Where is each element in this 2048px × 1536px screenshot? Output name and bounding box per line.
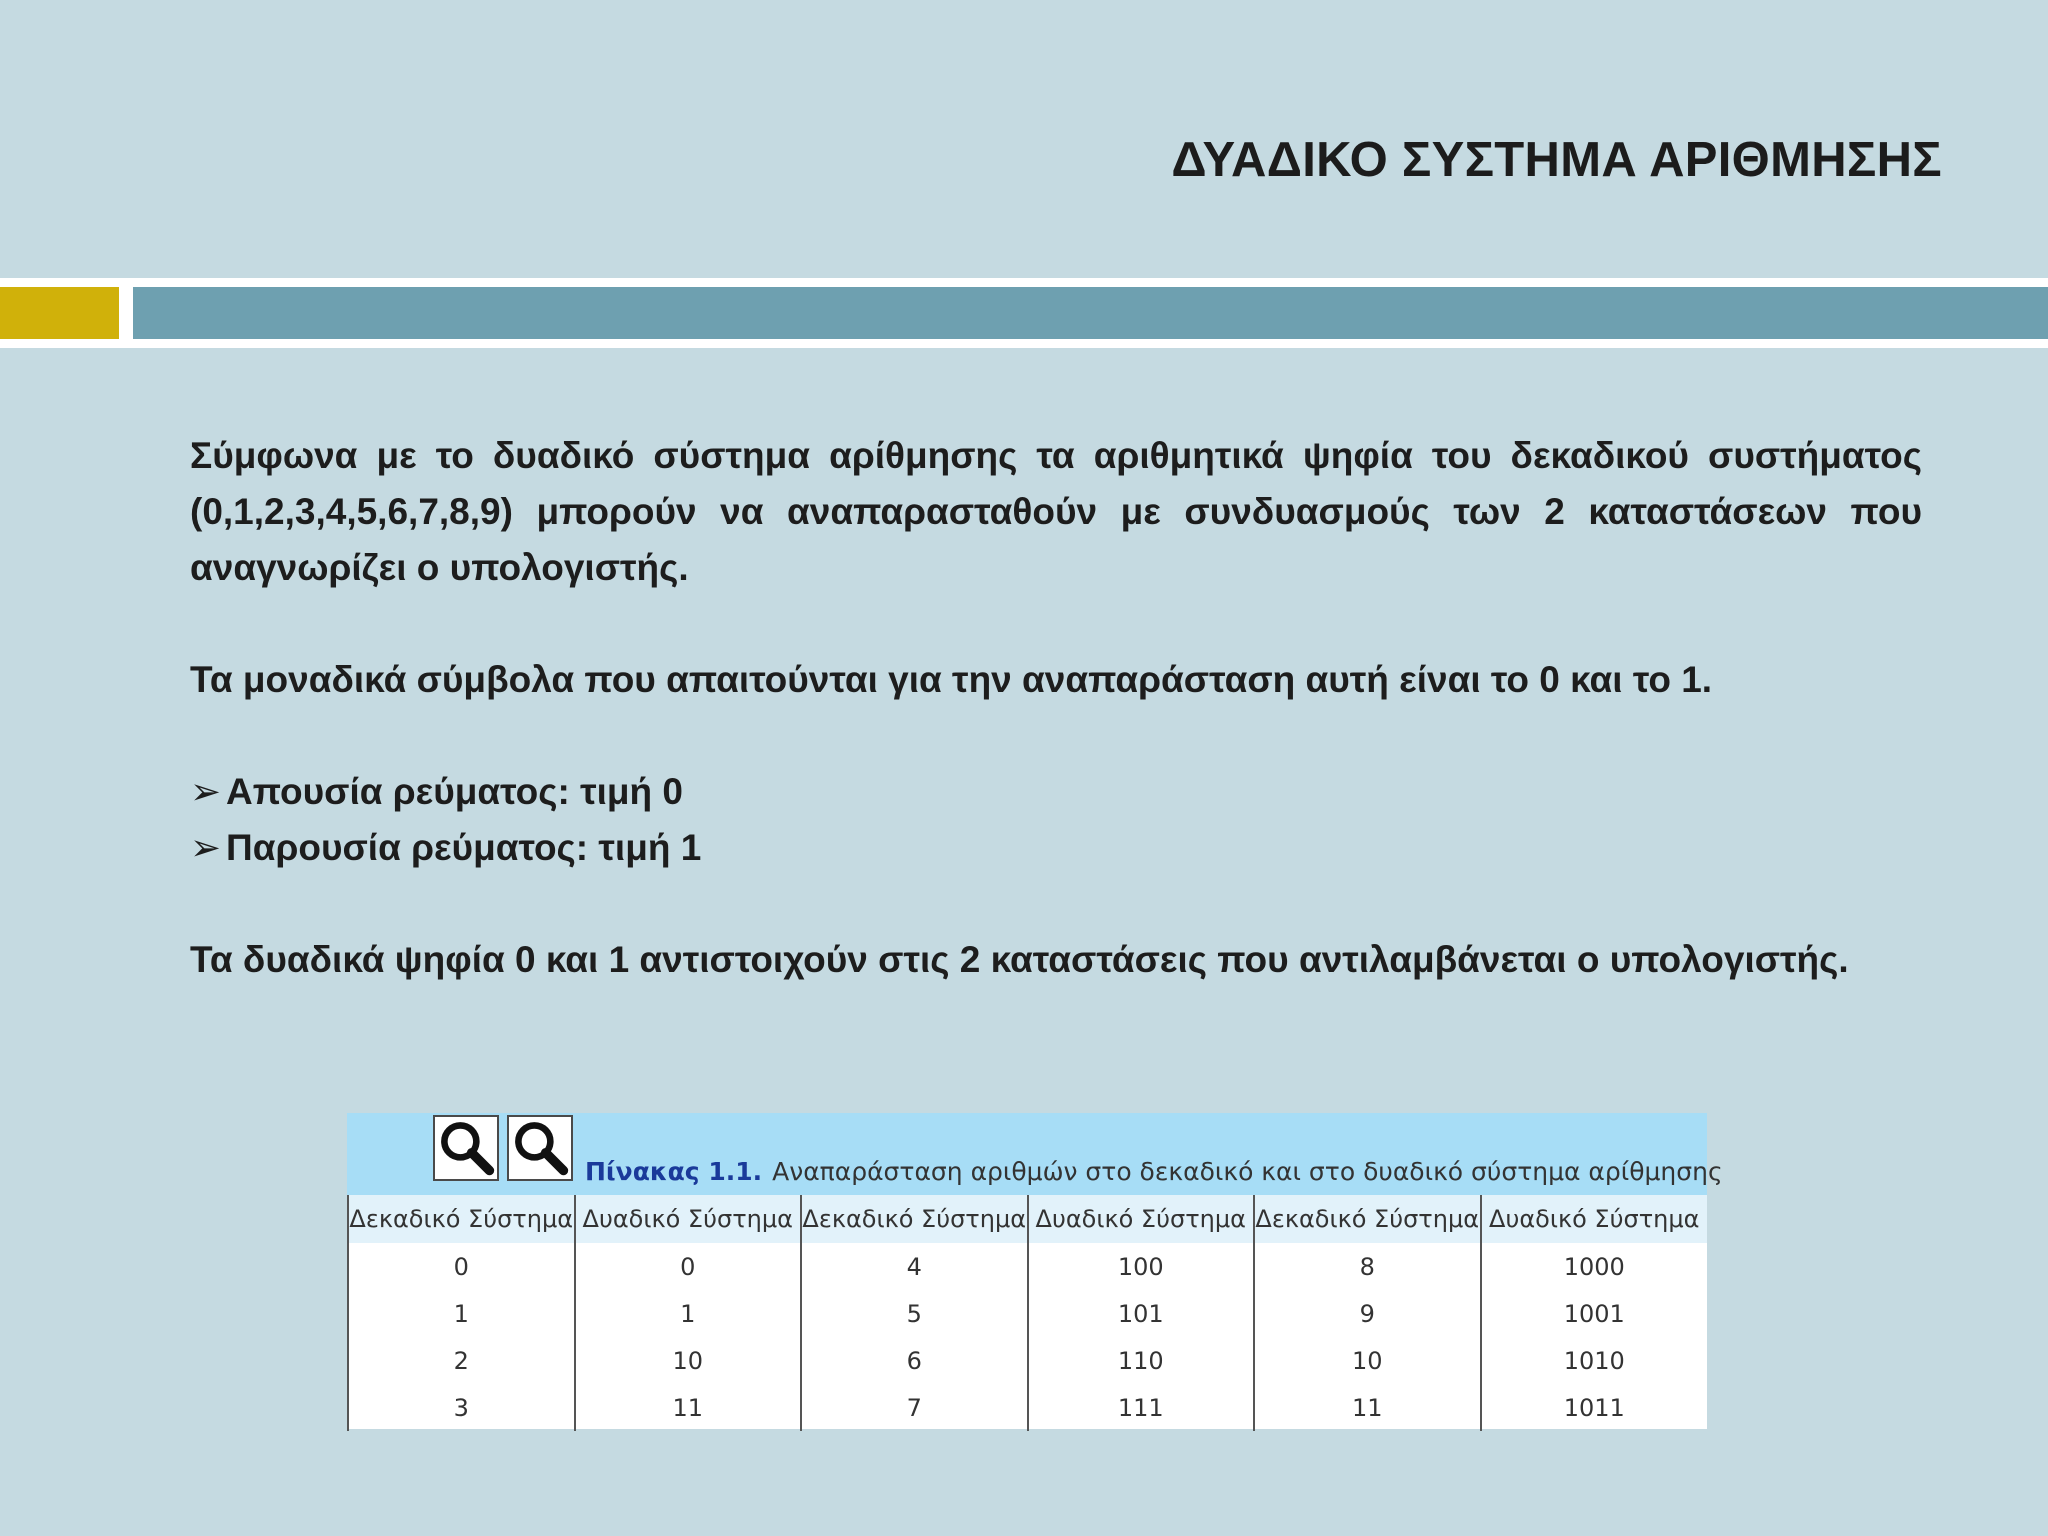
column-header: Δυαδικό Σύστημα [1028, 1195, 1255, 1243]
table-cell: 111 [1028, 1384, 1255, 1431]
accent-bar-gold [0, 287, 119, 339]
table-figure [347, 1113, 1723, 1429]
paragraph-binary-digits: Τα δυαδικά ψηφία 0 και 1 αντιστοιχούν στις 2 καταστάσεις που αντιλαμβάνεται ο υπολογιστής. [190, 939, 1849, 980]
bullet-item [190, 764, 1922, 820]
paragraph-symbols: Τα μοναδικά σύμβολα που απαιτούνται για την αναπαράσταση αυτή είναι το 0 και το 1. [190, 659, 1713, 700]
table-cell: 10 [575, 1337, 802, 1384]
table-cell: 11 [575, 1384, 802, 1431]
table-cell: 1 [575, 1290, 802, 1337]
column-header: Δυαδικό Σύστημα [1481, 1195, 1708, 1243]
arrow-bullet-icon: ➢ [190, 827, 222, 868]
table-cell: 110 [1028, 1337, 1255, 1384]
table-cell: 101 [1028, 1290, 1255, 1337]
table-row [348, 1337, 1707, 1384]
zoom-in-icon[interactable] [433, 1115, 499, 1181]
table-cell: 1011 [1481, 1384, 1708, 1431]
table-cell: 11 [1254, 1384, 1481, 1431]
bullet-item [190, 820, 1922, 876]
table-caption-label: Πίνακας 1.1. [585, 1157, 763, 1186]
table-cell: 1 [348, 1290, 575, 1337]
table-cell: 9 [1254, 1290, 1481, 1337]
table-cell: 0 [575, 1243, 802, 1290]
binary-table [347, 1195, 1707, 1431]
table-cell: 2 [348, 1337, 575, 1384]
table-cell: 10 [1254, 1337, 1481, 1384]
bullet-text: Απουσία ρεύματος: τιμή 0 [226, 771, 683, 812]
bullet-text: Παρουσία ρεύματος: τιμή 1 [226, 827, 702, 868]
zoom-out-icon[interactable] [507, 1115, 573, 1181]
table-cell: 100 [1028, 1243, 1255, 1290]
table-cell: 7 [801, 1384, 1028, 1431]
table-cell: 6 [801, 1337, 1028, 1384]
accent-bar-teal [133, 287, 2048, 339]
table-caption-text: Αναπαράσταση αριθμών στο δεκαδικό και στο δυαδικό σύστημα αρίθμησης [772, 1157, 1723, 1186]
table-cell: 1010 [1481, 1337, 1708, 1384]
table-cell: 4 [801, 1243, 1028, 1290]
table-cell: 3 [348, 1384, 575, 1431]
column-header: Δεκαδικό Σύστημα [801, 1195, 1028, 1243]
table-cell: 1000 [1481, 1243, 1708, 1290]
table-cell: 0 [348, 1243, 575, 1290]
slide-body [190, 428, 1922, 988]
table-row [348, 1384, 1707, 1431]
bullet-list [190, 764, 1922, 876]
paragraph-intro: Σύμφωνα με το δυαδικό σύστημα αρίθμησης τα αριθμητικά ψηφία του δεκαδικού συστήματος (0,1,2,3,4,5,6,7,8,9) μπορούν να αναπαρασταθούν με συνδυασμούς των 2 καταστάσεων που αναγνωρίζει ο υπολογιστής. [190, 435, 1922, 588]
arrow-bullet-icon: ➢ [190, 771, 222, 812]
column-header: Δεκαδικό Σύστημα [348, 1195, 575, 1243]
table-header-row [348, 1195, 1707, 1243]
column-header: Δυαδικό Σύστημα [575, 1195, 802, 1243]
table-cell: 5 [801, 1290, 1028, 1337]
table-caption-bar [347, 1113, 1723, 1195]
slide-title: ΔΥΑΔΙΚΟ ΣΥΣΤΗΜΑ ΑΡΙΘΜΗΣΗΣ [1171, 133, 1942, 187]
table-caption [585, 1157, 1723, 1186]
table-row [348, 1243, 1707, 1290]
table-row [348, 1290, 1707, 1337]
column-header: Δεκαδικό Σύστημα [1254, 1195, 1481, 1243]
table-cell: 8 [1254, 1243, 1481, 1290]
table-cell: 1001 [1481, 1290, 1708, 1337]
